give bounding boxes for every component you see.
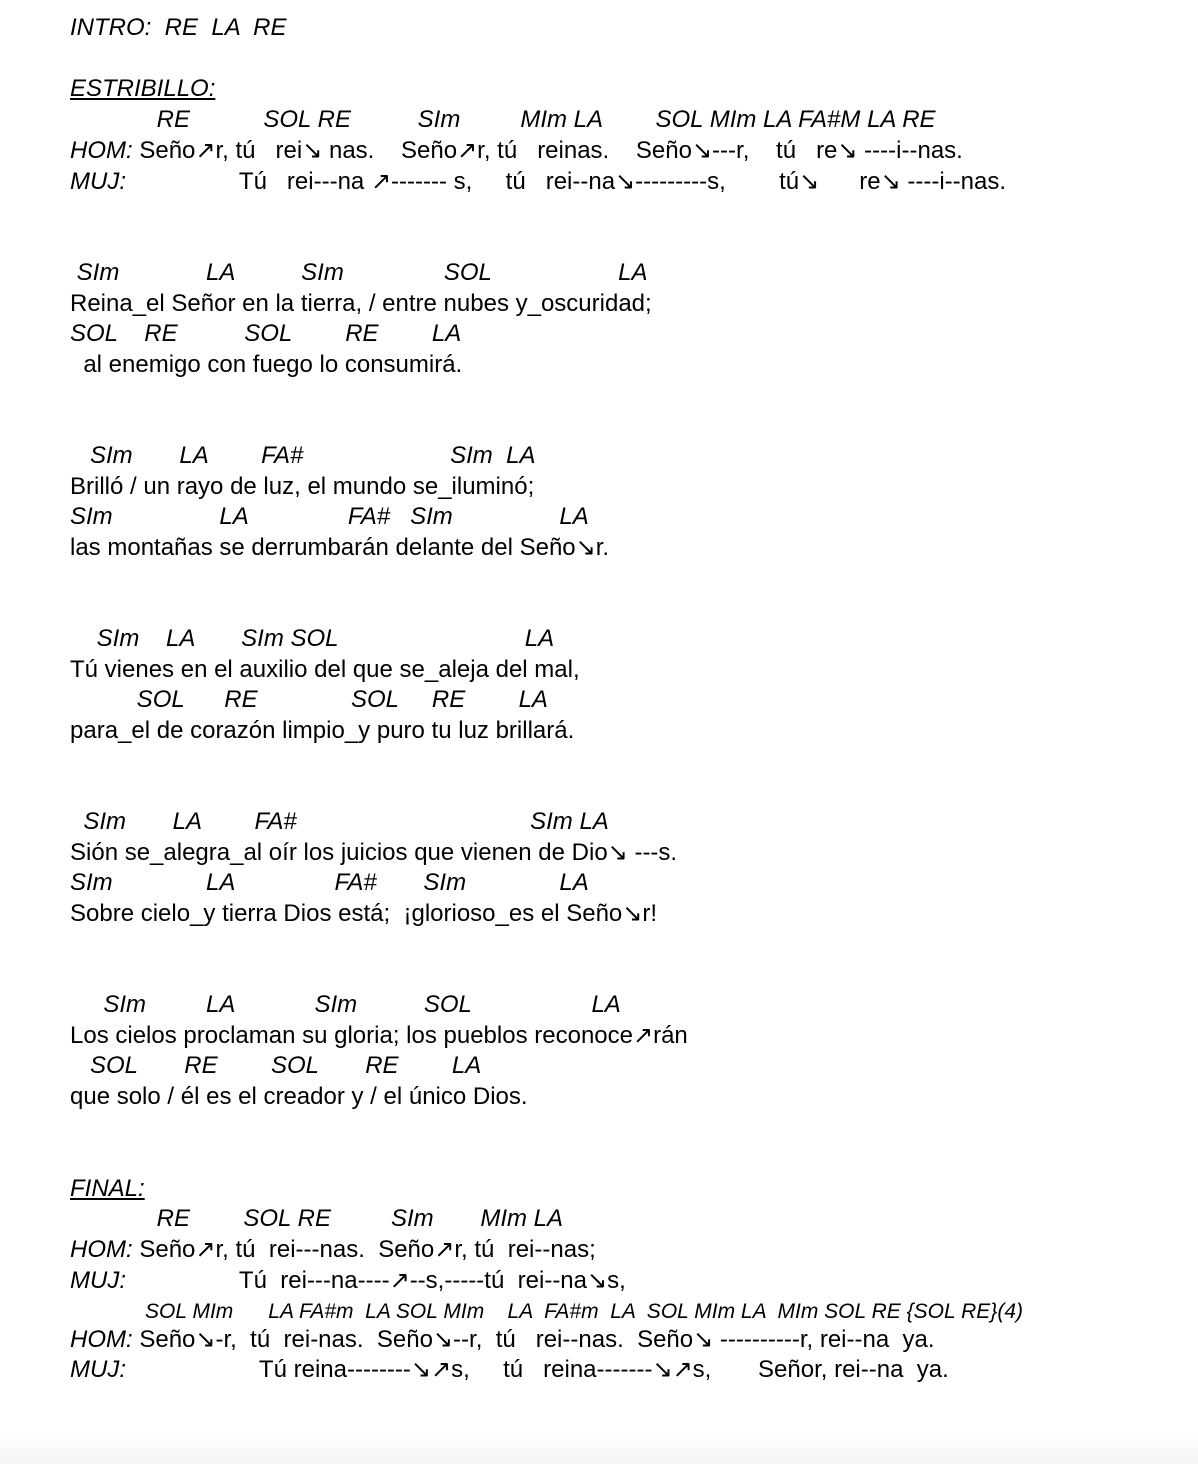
stanza-5-chords-1: SIm LA SIm SOL LA: [70, 991, 621, 1018]
voice-label-hom: HOM:: [70, 1326, 133, 1353]
stanza-1-lyric-1: Reina_el Señor en la tierra, / entre nubes y_oscuridad;: [70, 290, 652, 317]
final-muj-line-2: [70, 1356, 949, 1384]
stanza-3-chords-1: SIm LA SIm SOL LA: [70, 625, 555, 652]
stanza-3-lyric-1: Tú vienes en el auxilio del que se_aleja del mal,: [70, 656, 580, 683]
estribillo-muj-line: [70, 168, 1006, 196]
stanza-2-lyric-2: las montañas se derrumbarán delante del Seño↘r.: [70, 534, 610, 561]
final-heading: FINAL:: [70, 1175, 145, 1202]
stanza-4-lyric-2: Sobre cielo_y tierra Dios está; ¡glorioso_es el Seño↘r!: [70, 900, 658, 927]
stanza-1-chords-2: SOL RE SOL RE LA: [70, 320, 462, 347]
intro-line: INTRO: RE LA RE: [70, 14, 287, 41]
stanza-1-lyric-2: al enemigo con fuego lo consumirá.: [70, 351, 463, 378]
stanza-5-chords-2: SOL RE SOL RE LA: [70, 1052, 482, 1079]
voice-label-hom: HOM:: [70, 1236, 133, 1263]
estribillo-heading: ESTRIBILLO:: [70, 75, 216, 102]
estribillo-muj-lyric: Tú rei---na ↗------- s, tú rei--na↘---------s, tú↘ re↘ ----i--nas.: [126, 168, 1006, 195]
stanza-2-lyric-1: Brilló / un rayo de luz, el mundo se_iluminó;: [70, 473, 535, 500]
final-muj-lyric-2: Tú reina--------↘↗s, tú reina-------↘↗s, Señor, rei--na ya.: [126, 1356, 949, 1383]
final-hom-lyric-1: Seño↗r, tú rei---nas. Seño↗r, tú rei--nas;: [132, 1236, 596, 1263]
final-chords-1: RE SOL RE SIm MIm LA: [70, 1205, 563, 1232]
stanza-2-chords-2: SIm LA FA# SIm LA: [70, 503, 589, 530]
stanza-4-chords-1: SIm LA FA# SIm LA: [70, 808, 609, 835]
final-hom-line-2: [70, 1326, 935, 1354]
stanza-5-lyric-1: Los cielos proclaman su gloria; los pueblos reconoce↗rán: [70, 1022, 688, 1049]
voice-label-muj: MUJ:: [70, 168, 126, 195]
stanza-1-chords-1: SIm LA SIm SOL LA: [70, 259, 648, 286]
estribillo-hom-line: [70, 137, 963, 165]
stanza-5-lyric-2: que solo / él es el creador y / el único Dios.: [70, 1083, 528, 1110]
estribillo-hom-lyric: Seño↗r, tú rei↘ nas. Seño↗r, tú reinas. Seño↘---r, tú re↘ ----i--nas.: [132, 137, 963, 164]
final-muj-lyric-1: Tú rei---na----↗--s,-----tú rei--na↘s,: [126, 1267, 626, 1294]
stanza-3-chords-2: SOL RE SOL RE LA: [70, 686, 548, 713]
stanza-3-lyric-2: para_el de corazón limpio_y puro tu luz brillará.: [70, 717, 575, 744]
page-bottom-shade: [0, 1434, 1198, 1464]
final-chords-2: SOL MIm LA FA#m LA SOL MIm LA FA#m LA SOL MIm LA MIm SOL RE {SOL RE}(4): [145, 1300, 1023, 1323]
voice-label-hom: HOM:: [70, 137, 133, 164]
final-hom-line-1: [70, 1236, 596, 1264]
voice-label-muj: MUJ:: [70, 1267, 126, 1294]
stanza-4-chords-2: SIm LA FA# SIm LA: [70, 869, 589, 896]
stanza-2-chords-1: SIm LA FA# SIm LA: [70, 442, 536, 469]
stanza-4-lyric-1: Sión se_alegra_al oír los juicios que vienen de Dio↘ ---s.: [70, 839, 678, 866]
final-hom-lyric-2: Seño↘-r, tú rei-nas. Seño↘--r, tú rei--nas. Seño↘ ----------r, rei--na ya.: [132, 1326, 935, 1353]
estribillo-chords: RE SOL RE SIm MIm LA SOL MIm LA FA#M LA RE: [70, 106, 936, 133]
voice-label-muj: MUJ:: [70, 1356, 126, 1383]
final-muj-line-1: [70, 1267, 626, 1295]
